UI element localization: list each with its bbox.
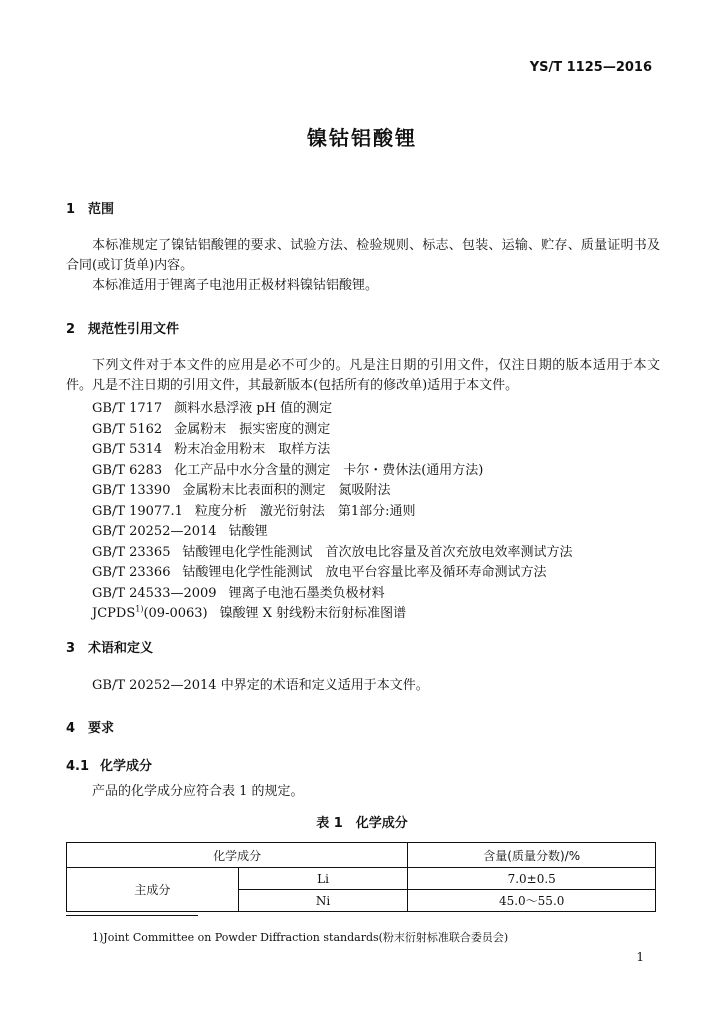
section-2-intro: 下列文件对于本文件的应用是必不可少的。凡是注日期的引用文件，仅注日期的版本适用于本文件。凡是不注日期的引用文件，其最新版本(包括所有的修改单)适用于本文件。 xyxy=(66,358,660,393)
reference-item xyxy=(92,420,573,441)
element-cell: Li xyxy=(238,868,408,890)
section-title: 范围 xyxy=(88,202,115,217)
reference-item xyxy=(92,522,573,543)
reference-title: 金属粉末比表面积的测定 氮吸附法 xyxy=(182,483,391,498)
group-label: 主成分 xyxy=(67,868,239,912)
section-1-heading xyxy=(66,198,114,217)
reference-item xyxy=(92,399,573,420)
section-3-text: GB/T 20252—2014 中界定的术语和定义适用于本文件。 xyxy=(92,678,429,693)
section-2-heading xyxy=(66,318,179,337)
reference-code-suffix: (09-0063) xyxy=(143,606,208,621)
document-title: 镍钴铝酸锂 xyxy=(307,126,417,150)
table-row xyxy=(67,868,656,890)
subsection-title: 化学成分 xyxy=(100,759,153,774)
reference-title: 钴酸锂电化学性能测试 放电平台容量比率及循环寿命测试方法 xyxy=(182,565,547,580)
reference-code: GB/T 19077.1 xyxy=(92,503,183,519)
section-1-paragraph-1: 本标准规定了镍钴铝酸锂的要求、试验方法、检验规则、标志、包装、运输、贮存、质量证明书及合同(或订货单)内容。 xyxy=(66,238,660,273)
reference-code: GB/T 20252—2014 xyxy=(92,524,217,539)
reference-title: 镍酸锂 X 射线粉末衍射标准图谱 xyxy=(219,606,407,621)
reference-code xyxy=(92,604,208,625)
footnote-marker: 1) xyxy=(135,604,144,614)
reference-title: 锂离子电池石墨类负极材料 xyxy=(228,585,385,601)
page-number: 1 xyxy=(636,950,644,964)
reference-item xyxy=(92,481,573,502)
subsection-4-1-heading xyxy=(66,755,152,774)
chemical-composition-table xyxy=(66,842,656,912)
reference-code: GB/T 1717 xyxy=(92,401,163,416)
section-number: 3 xyxy=(66,641,76,656)
section-4-heading xyxy=(66,717,114,736)
table-caption: 表 1 化学成分 xyxy=(316,816,408,831)
reference-list xyxy=(92,399,573,625)
reference-title: 粒度分析 激光衍射法 第1部分:通则 xyxy=(194,503,416,519)
reference-code-base: JCPDS xyxy=(92,606,136,621)
table-header-row xyxy=(67,843,656,868)
section-number: 4 xyxy=(66,721,76,736)
footnote-divider xyxy=(66,915,198,916)
reference-title: 钴酸锂 xyxy=(228,524,268,539)
reference-title: 化工产品中水分含量的测定 卡尔・费休法(通用方法) xyxy=(174,462,484,478)
section-number: 1 xyxy=(66,202,76,217)
reference-code: GB/T 6283 xyxy=(92,462,163,478)
reference-title: 钴酸锂电化学性能测试 首次放电比容量及首次充放电效率测试方法 xyxy=(182,544,573,560)
element-cell: Ni xyxy=(238,890,408,912)
section-3-heading xyxy=(66,637,153,656)
subsection-4-1-text: 产品的化学成分应符合表 1 的规定。 xyxy=(92,784,304,799)
section-title: 规范性引用文件 xyxy=(88,322,180,337)
reference-item xyxy=(92,502,573,523)
header-composition: 化学成分 xyxy=(67,843,408,868)
reference-code: GB/T 5162 xyxy=(92,421,163,437)
subsection-number: 4.1 xyxy=(66,759,90,774)
reference-code: GB/T 23365 xyxy=(92,544,171,560)
reference-item xyxy=(92,461,573,482)
section-1-paragraph-2: 本标准适用于锂离子电池用正极材料镍钴铝酸锂。 xyxy=(92,278,379,293)
reference-item xyxy=(92,440,573,461)
reference-item xyxy=(92,584,573,605)
reference-code: GB/T 24533—2009 xyxy=(92,585,217,601)
reference-item xyxy=(92,543,573,564)
reference-title: 粉末冶金用粉末 取样方法 xyxy=(174,442,331,457)
reference-item xyxy=(92,604,573,625)
section-title: 要求 xyxy=(88,721,115,736)
reference-item xyxy=(92,563,573,584)
header-content: 含量(质量分数)/% xyxy=(408,843,656,868)
footnote: 1)Joint Committee on Powder Diffraction standards(粉末衍射标准联合委员会) xyxy=(92,931,509,944)
reference-title: 金属粉末 振实密度的测定 xyxy=(174,421,331,437)
reference-code: GB/T 23366 xyxy=(92,565,171,580)
section-number: 2 xyxy=(66,322,76,337)
reference-code: GB/T 13390 xyxy=(92,483,171,498)
reference-code: GB/T 5314 xyxy=(92,442,163,457)
section-title: 术语和定义 xyxy=(88,641,154,656)
value-cell: 45.0～55.0 xyxy=(408,890,656,912)
reference-title: 颜料水悬浮液 pH 值的测定 xyxy=(174,401,333,416)
standard-code: YS/T 1125—2016 xyxy=(529,60,652,75)
value-cell: 7.0±0.5 xyxy=(408,868,656,890)
